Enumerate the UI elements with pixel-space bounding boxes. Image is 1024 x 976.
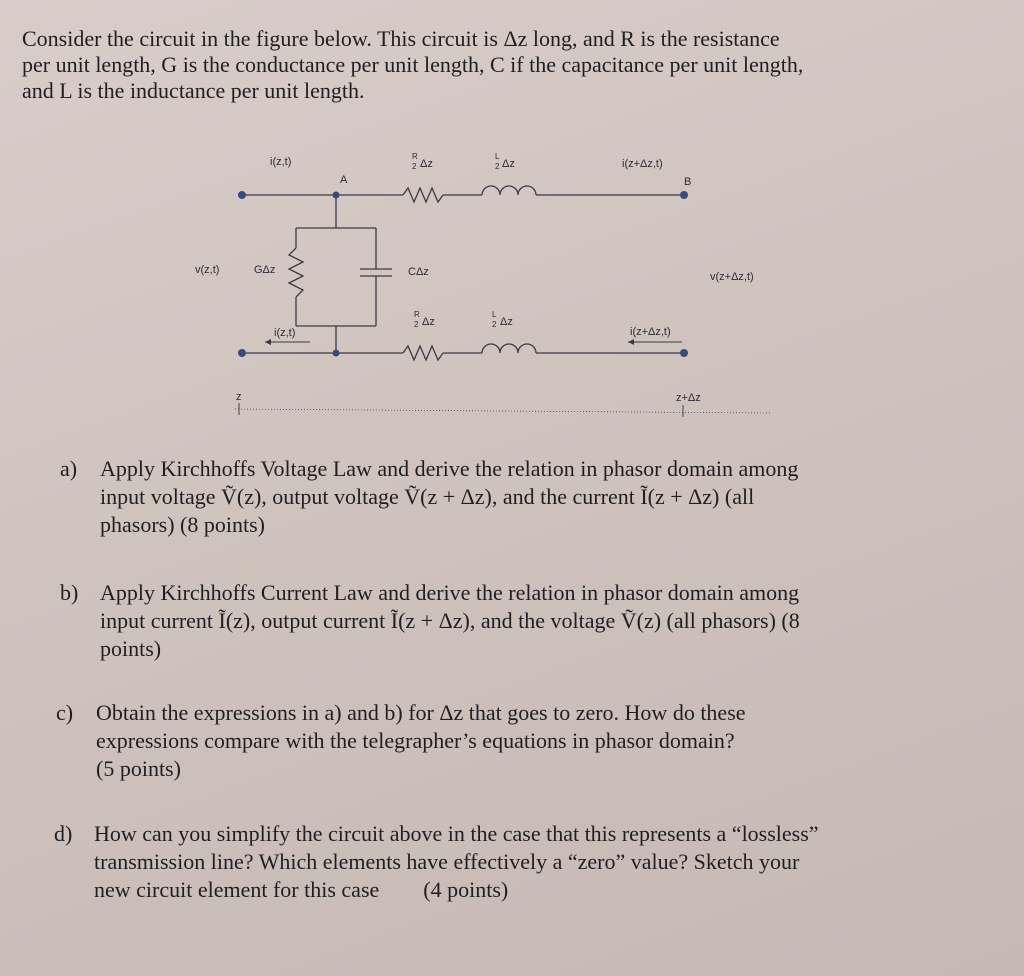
top-inductor (482, 186, 536, 195)
l-top-label: Δz (502, 158, 515, 170)
v-left-label: v(z,t) (195, 264, 220, 276)
g-resistor (289, 248, 303, 297)
intro-line-3: and L is the inductance per unit length. (22, 78, 365, 103)
terminal-bottom-left (238, 349, 246, 357)
intro-line-1: Consider the circuit in the figure below. This circuit is Δz long, and R is the resistance (22, 26, 780, 51)
question-b-label: b) (60, 580, 79, 605)
node-a-label: A (340, 174, 348, 186)
v-right-label: v(z+Δz,t) (710, 271, 754, 283)
z-axis (235, 409, 770, 413)
r-top-frac-num: R (412, 152, 418, 161)
i-bottom-right-label: i(z+Δz,t) (630, 326, 671, 338)
terminal-top-left (238, 191, 246, 199)
z-right-label: z+Δz (676, 392, 701, 404)
arrowhead-left (265, 339, 271, 345)
r-bottom-label: Δz (422, 316, 435, 328)
problem-intro (22, 26, 952, 104)
question-c-line-2: expressions compare with the telegrapher’s equations in phasor domain? (96, 728, 735, 753)
node-bottom-dot (333, 350, 340, 357)
terminal-top-right (680, 191, 688, 199)
question-d-line-2: transmission line? Which elements have effectively a “zero” value? Sketch your (94, 849, 800, 874)
circuit-diagram (170, 145, 790, 435)
question-d-label: d) (54, 821, 73, 846)
l-bottom-frac-num: L (492, 310, 497, 319)
question-a-line-1: Apply Kirchhoffs Voltage Law and derive the relation in phasor domain among (100, 456, 799, 481)
question-b-line-2: input current Ĩ(z), output current Ĩ(z + Δz), and the voltage Ṽ(z) (all phasors) (8 (100, 608, 800, 633)
question-a-label: a) (60, 456, 78, 481)
l-top-frac-num: L (495, 152, 500, 161)
question-a-line-2: input voltage Ṽ(z), output voltage Ṽ(z + Δz), and the current Ĩ(z + Δz) (all (100, 484, 755, 509)
node-a-dot (333, 192, 340, 199)
l-bottom-frac-den: 2 (492, 320, 497, 329)
g-label: GΔz (254, 264, 276, 276)
bottom-resistor (403, 346, 443, 360)
r-bottom-frac-num: R (414, 310, 420, 319)
question-d-line-1: How can you simplify the circuit above in the case that this represents a “lossless” (94, 821, 819, 846)
question-b-line-1: Apply Kirchhoffs Current Law and derive the relation in phasor domain among (100, 580, 800, 605)
question-c (56, 699, 956, 789)
z-left-label: z (236, 391, 242, 403)
question-c-label: c) (56, 700, 74, 725)
i-bottom-left-label: i(z,t) (274, 327, 296, 339)
i-top-left-label: i(z,t) (270, 156, 292, 168)
circuit-figure (170, 145, 790, 435)
terminal-bottom-right (680, 349, 688, 357)
r-bottom-frac-den: 2 (414, 320, 419, 329)
i-top-right-label: i(z+Δz,t) (622, 158, 663, 170)
bottom-inductor (482, 344, 536, 353)
r-top-label: Δz (420, 158, 433, 170)
arrowhead-right (628, 339, 634, 345)
question-b-line-3: points) (100, 636, 162, 661)
question-a (60, 455, 960, 545)
node-b-label: B (684, 176, 692, 188)
question-c-line-1: Obtain the expressions in a) and b) for Δz that goes to zero. How do these (96, 700, 746, 725)
question-d-line-3: new circuit element for this case (4 points) (94, 877, 509, 902)
c-label: CΔz (408, 266, 429, 278)
r-top-frac-den: 2 (412, 162, 417, 171)
question-d (54, 820, 964, 910)
l-bottom-label: Δz (500, 316, 513, 328)
intro-line-2: per unit length, G is the conductance per unit length, C if the capacitance per unit length, (22, 52, 804, 77)
question-a-line-3: phasors) (8 points) (100, 512, 265, 537)
top-resistor (403, 188, 443, 202)
question-c-line-3: (5 points) (96, 756, 181, 781)
l-top-frac-den: 2 (495, 162, 500, 171)
question-b (60, 579, 960, 669)
